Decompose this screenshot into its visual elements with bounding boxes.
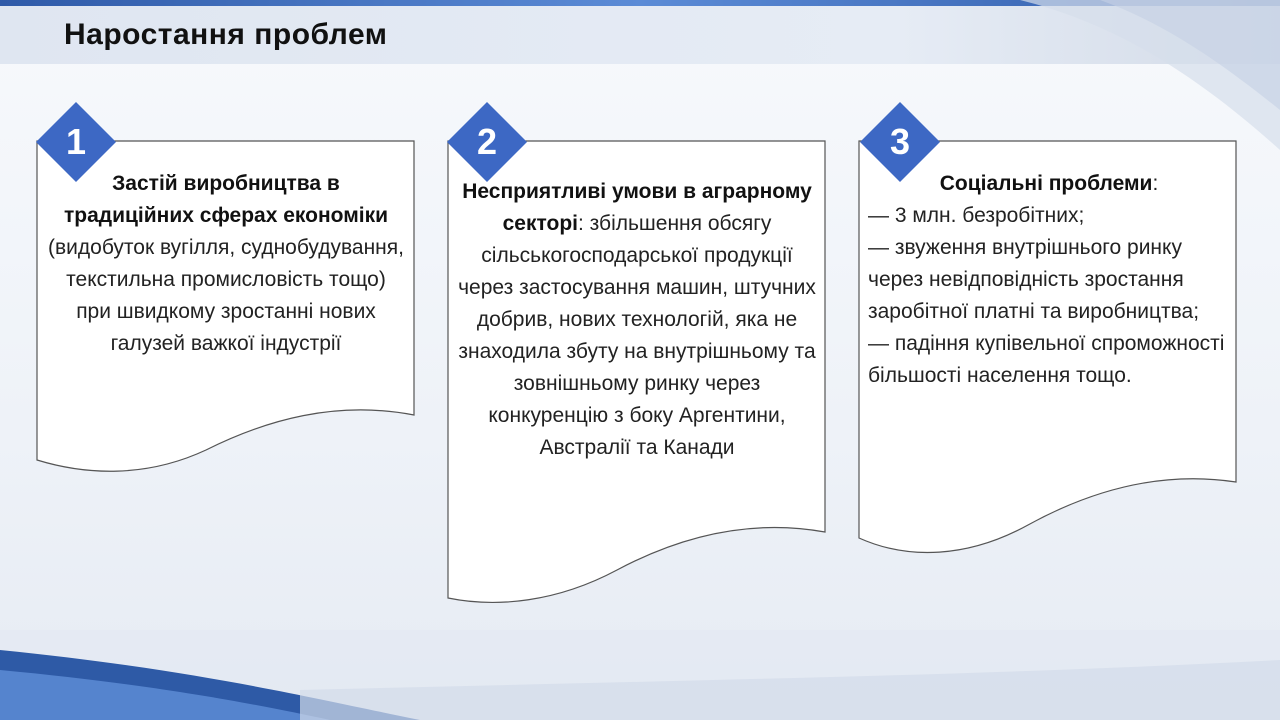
card-1-heading: Застій виробництва в традиційних сферах економіки — [63, 172, 389, 227]
badge-1 — [36, 102, 116, 182]
problem-card-3 — [858, 140, 1238, 565]
badge-3 — [860, 102, 940, 182]
card-3-text — [868, 168, 1230, 392]
top-accent-line — [0, 0, 1280, 6]
card-3-item: — падіння купівельної спроможності більшості населення тощо. — [868, 332, 1225, 387]
badge-2 — [447, 102, 527, 182]
card-3-colon: : — [1152, 172, 1159, 195]
badge-3-number: 3 — [889, 121, 911, 162]
card-3-item: — 3 млн. безробітних; — [868, 204, 1085, 227]
card-2-text — [455, 176, 819, 464]
page-title: Наростання проблем — [64, 18, 388, 51]
card-2-body: : збільшення обсягу сільськогосподарської продукції через застосування машин, штучних добрив, нових технологій, яка не знаходила збуту на внутрішньому та зовнішньому ринку через конкуренцію з боку Аргентини, Австралії та Канади — [458, 212, 816, 459]
card-1-body: (видобуток вугілля, суднобудування, текстильна промисловість тощо) при швидкому зростанні нових галузей важкої індустрії — [48, 236, 404, 355]
problem-card-1 — [36, 140, 416, 485]
card-1-text — [46, 168, 406, 360]
card-2-heading: Несприятливі умови в аграрному секторі — [462, 180, 812, 235]
badge-1-number: 1 — [65, 121, 87, 162]
badge-2-number: 2 — [476, 121, 498, 162]
problem-card-2 — [447, 140, 827, 620]
card-3-item: — звуження внутрішнього ринку через невідповідність зростання заробітної платні та виробництва; — [868, 236, 1200, 323]
card-3-heading: Соціальні проблеми — [939, 172, 1153, 195]
